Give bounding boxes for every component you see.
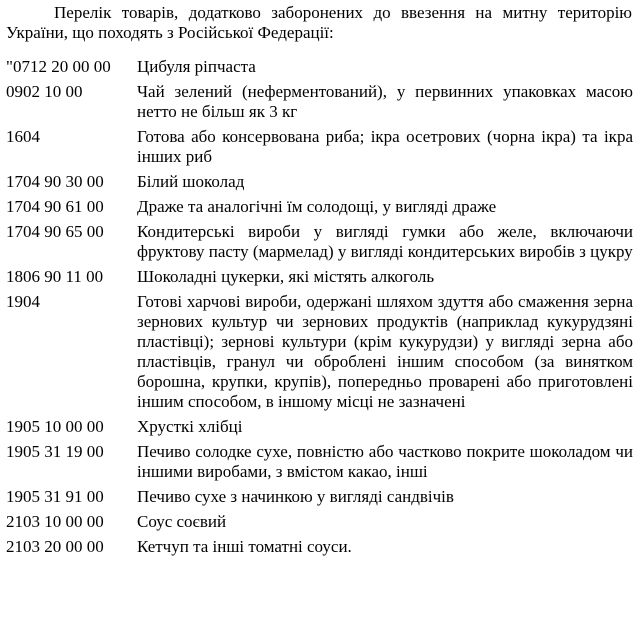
product-description: Соус соєвий [137,512,227,531]
product-code: 1905 31 91 00 [6,487,104,506]
table-row [6,197,635,217]
product-description: Кетчуп та інші томатні соуси. [137,537,352,556]
product-description: Готові харчові вироби, одержані шляхом здуття або смаження зерна зернових культур чи зернових продуктів (наприклад кукурудзяні пластівці); зернові культури (крім кукурудзи) у вигляді зерна або пластівців, гранул чи оброблені іншим способом (за винятком борошна, крупки, крупів), попередньо проварені або приготовлені іншим способом, в іншому місці не зазначені [137,292,633,411]
table-row [6,537,635,557]
table-row [6,442,635,482]
table-row [6,292,635,412]
product-description: Печиво сухе з начинкою у вигляді сандвічів [137,487,454,506]
product-description: Готова або консервована риба; ікра осетрових (чорна ікра) та ікра інших риб [137,127,633,166]
goods-table [6,57,635,557]
product-code: 1806 90 11 00 [6,267,104,286]
product-code: 2103 10 00 00 [6,512,104,531]
table-row [6,127,635,167]
product-description: Печиво солодке сухе, повністю або частково покрите шоколадом чи іншими виробами, з вмістом какао, інші [137,442,633,481]
table-row [6,512,635,532]
product-code: 0902 10 00 [6,82,83,101]
product-description: Кондитерські вироби у вигляді гумки або желе, включаючи фруктову пасту (мармелад) у вигляді кондитерських виробів з цукру [137,222,633,261]
table-row [6,57,635,77]
table-row [6,267,635,287]
product-code: 2103 20 00 00 [6,537,104,556]
product-description: Білий шоколад [137,172,245,191]
table-row [6,222,635,262]
product-code: "0712 20 00 00 [6,57,111,76]
product-code: 1905 10 00 00 [6,417,104,436]
product-code: 1904 [6,292,40,311]
table-row [6,417,635,437]
table-row [6,172,635,192]
product-description: Хрусткі хлібці [137,417,243,436]
product-description: Цибуля ріпчаста [137,57,256,76]
product-description: Чай зелений (неферментований), у первинних упаковках масою нетто не більш як 3 кг [137,82,633,121]
product-code: 1704 90 30 00 [6,172,104,191]
product-description: Драже та аналогічні їм солодощі, у вигляді драже [137,197,497,216]
product-code: 1704 90 61 00 [6,197,104,216]
table-row [6,82,635,122]
intro-paragraph: Перелік товарів, додатково заборонених до ввезення на митну територію України, що походять з Російської Федерації: [6,3,632,42]
product-code: 1604 [6,127,40,146]
product-description: Шоколадні цукерки, які містять алкоголь [137,267,435,286]
product-code: 1704 90 65 00 [6,222,104,241]
table-row [6,487,635,507]
product-code: 1905 31 19 00 [6,442,104,461]
